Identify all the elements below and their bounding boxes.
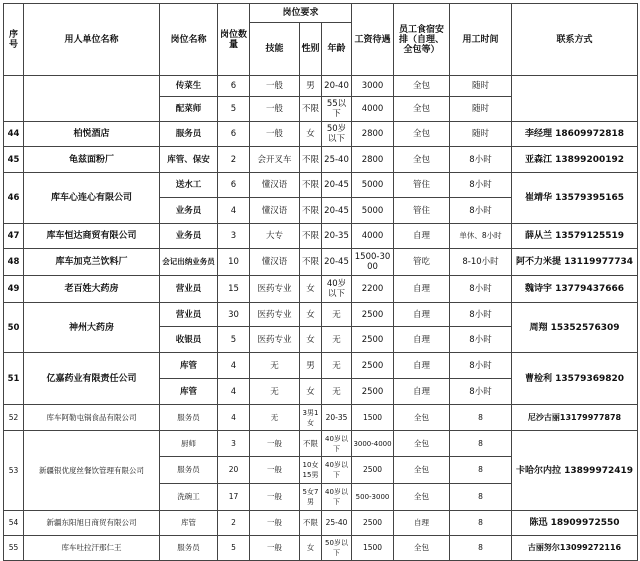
contact-cell: 卡哈尔内拉 13899972419 <box>512 431 638 511</box>
count-cell: 4 <box>218 379 250 405</box>
gender-cell: 3男1女 <box>300 405 322 431</box>
position-cell: 库管 <box>160 511 218 536</box>
table-row <box>4 276 638 303</box>
table-row <box>4 511 638 536</box>
age-cell: 55以下 <box>322 97 352 122</box>
salary-cell: 1500-3000 <box>352 249 394 276</box>
seq-cell: 44 <box>4 122 24 147</box>
count-cell: 3 <box>218 431 250 457</box>
board-cell: 全包 <box>394 431 450 457</box>
gender-cell: 男 <box>300 353 322 379</box>
board-cell: 自理 <box>394 276 450 303</box>
skill-cell: 一般 <box>250 536 300 561</box>
hours-cell: 8小时 <box>450 303 512 327</box>
header-age: 年龄 <box>322 23 352 76</box>
salary-cell: 2500 <box>352 327 394 353</box>
age-cell: 无 <box>322 379 352 405</box>
contact-cell: 周翔 15352576309 <box>512 303 638 353</box>
gender-cell: 男 <box>300 76 322 97</box>
board-cell: 全包 <box>394 97 450 122</box>
table-row <box>4 76 638 97</box>
header-board: 员工食宿安排（自理、全包等） <box>394 4 450 76</box>
skill-cell: 医药专业 <box>250 327 300 353</box>
salary-cell: 500-3000 <box>352 484 394 511</box>
employer-cell: 库车心连心有限公司 <box>24 173 160 224</box>
skill-cell: 懂汉语 <box>250 173 300 198</box>
board-cell: 自理 <box>394 353 450 379</box>
position-cell: 配菜师 <box>160 97 218 122</box>
salary-cell: 2500 <box>352 457 394 484</box>
position-cell: 服务员 <box>160 536 218 561</box>
count-cell: 2 <box>218 511 250 536</box>
seq-cell: 48 <box>4 249 24 276</box>
employer-cell: 库车吐拉汗那仁王 <box>24 536 160 561</box>
gender-cell: 5女7男 <box>300 484 322 511</box>
age-cell: 20-45 <box>322 198 352 224</box>
gender-cell: 女 <box>300 536 322 561</box>
age-cell: 无 <box>322 327 352 353</box>
salary-cell: 2200 <box>352 276 394 303</box>
seq-cell: 47 <box>4 224 24 249</box>
hours-cell: 随时 <box>450 122 512 147</box>
position-cell: 送水工 <box>160 173 218 198</box>
position-cell: 库管 <box>160 353 218 379</box>
board-cell: 自理 <box>394 379 450 405</box>
skill-cell: 无 <box>250 405 300 431</box>
hours-cell: 8-10小时 <box>450 249 512 276</box>
employer-cell: 亿嘉药业有限责任公司 <box>24 353 160 405</box>
salary-cell: 2500 <box>352 379 394 405</box>
table-row <box>4 147 638 173</box>
position-cell: 洗碗工 <box>160 484 218 511</box>
contact-cell: 古丽努尔13099272116 <box>512 536 638 561</box>
position-cell: 传菜生 <box>160 76 218 97</box>
board-cell: 全包 <box>394 147 450 173</box>
header-salary: 工资待遇 <box>352 4 394 76</box>
header-employer: 用人单位名称 <box>24 4 160 76</box>
age-cell: 40岁以下 <box>322 457 352 484</box>
position-cell: 库管 <box>160 379 218 405</box>
age-cell: 50岁以下 <box>322 536 352 561</box>
employer-cell: 库车阿勒屯锅食品有限公司 <box>24 405 160 431</box>
age-cell: 无 <box>322 353 352 379</box>
skill-cell: 一般 <box>250 484 300 511</box>
skill-cell: 一般 <box>250 97 300 122</box>
table-row <box>4 249 638 276</box>
position-cell: 收银员 <box>160 327 218 353</box>
count-cell: 17 <box>218 484 250 511</box>
salary-cell: 2500 <box>352 303 394 327</box>
table-row <box>4 173 638 198</box>
seq-cell: 46 <box>4 173 24 224</box>
age-cell: 20-40 <box>322 76 352 97</box>
count-cell: 2 <box>218 147 250 173</box>
gender-cell: 女 <box>300 122 322 147</box>
age-cell: 20-45 <box>322 173 352 198</box>
gender-cell: 不限 <box>300 147 322 173</box>
table-row <box>4 224 638 249</box>
board-cell: 自理 <box>394 511 450 536</box>
salary-cell: 2500 <box>352 353 394 379</box>
count-cell: 4 <box>218 405 250 431</box>
gender-cell: 不限 <box>300 198 322 224</box>
board-cell: 全包 <box>394 405 450 431</box>
count-cell: 20 <box>218 457 250 484</box>
salary-cell: 2500 <box>352 511 394 536</box>
gender-cell: 女 <box>300 276 322 303</box>
gender-cell: 10女15男 <box>300 457 322 484</box>
board-cell: 全包 <box>394 536 450 561</box>
count-cell: 5 <box>218 97 250 122</box>
position-cell: 营业员 <box>160 303 218 327</box>
employer-cell: 库车加克兰饮料厂 <box>24 249 160 276</box>
hours-cell: 8 <box>450 457 512 484</box>
position-cell: 服务员 <box>160 122 218 147</box>
count-cell: 5 <box>218 536 250 561</box>
board-cell: 全包 <box>394 76 450 97</box>
skill-cell: 一般 <box>250 511 300 536</box>
skill-cell: 无 <box>250 379 300 405</box>
count-cell: 5 <box>218 327 250 353</box>
age-cell: 50岁以下 <box>322 122 352 147</box>
gender-cell: 不限 <box>300 224 322 249</box>
seq-cell: 50 <box>4 303 24 353</box>
hours-cell: 8小时 <box>450 353 512 379</box>
gender-cell: 不限 <box>300 249 322 276</box>
count-cell: 6 <box>218 173 250 198</box>
age-cell: 25-40 <box>322 511 352 536</box>
table-row <box>4 431 638 457</box>
skill-cell: 懂汉语 <box>250 249 300 276</box>
skill-cell: 医药专业 <box>250 303 300 327</box>
gender-cell: 女 <box>300 303 322 327</box>
position-cell: 业务员 <box>160 224 218 249</box>
position-cell: 营业员 <box>160 276 218 303</box>
table-row <box>4 122 638 147</box>
employer-cell <box>24 76 160 122</box>
age-cell: 40岁以下 <box>322 484 352 511</box>
gender-cell: 不限 <box>300 173 322 198</box>
header-hours: 用工时间 <box>450 4 512 76</box>
contact-cell: 阿不力米提 13119977734 <box>512 249 638 276</box>
age-cell: 40岁以下 <box>322 431 352 457</box>
count-cell: 6 <box>218 76 250 97</box>
employer-cell: 龟兹面粉厂 <box>24 147 160 173</box>
contact-cell: 尼沙古丽13179977878 <box>512 405 638 431</box>
hours-cell: 8 <box>450 431 512 457</box>
skill-cell: 会开叉车 <box>250 147 300 173</box>
salary-cell: 4000 <box>352 97 394 122</box>
hours-cell: 8小时 <box>450 198 512 224</box>
salary-cell: 3000 <box>352 76 394 97</box>
contact-cell: 魏诗宇 13779437666 <box>512 276 638 303</box>
contact-cell: 薛从兰 13579125519 <box>512 224 638 249</box>
employer-cell: 神州大药房 <box>24 303 160 353</box>
contact-cell: 亚森江 13899200192 <box>512 147 638 173</box>
header-seq: 序号 <box>4 4 24 76</box>
hours-cell: 8小时 <box>450 379 512 405</box>
age-cell: 20-35 <box>322 405 352 431</box>
job-listing-sheet <box>3 3 637 561</box>
hours-cell: 8小时 <box>450 276 512 303</box>
position-cell: 会记出纳业务员 <box>160 249 218 276</box>
count-cell: 10 <box>218 249 250 276</box>
board-cell: 自理 <box>394 303 450 327</box>
gender-cell: 不限 <box>300 431 322 457</box>
header-count: 岗位数量 <box>218 4 250 76</box>
salary-cell: 2800 <box>352 122 394 147</box>
table-row <box>4 303 638 327</box>
age-cell: 无 <box>322 303 352 327</box>
gender-cell: 不限 <box>300 97 322 122</box>
salary-cell: 5000 <box>352 173 394 198</box>
board-cell: 自理 <box>394 327 450 353</box>
skill-cell: 一般 <box>250 431 300 457</box>
gender-cell: 女 <box>300 327 322 353</box>
hours-cell: 8小时 <box>450 173 512 198</box>
skill-cell: 一般 <box>250 76 300 97</box>
employer-cell: 新疆东阳旭日商贸有限公司 <box>24 511 160 536</box>
contact-cell: 李经理 18609972818 <box>512 122 638 147</box>
header-requirements: 岗位要求 <box>250 4 352 23</box>
employer-cell: 柏悦酒店 <box>24 122 160 147</box>
skill-cell: 无 <box>250 353 300 379</box>
header-position: 岗位名称 <box>160 4 218 76</box>
count-cell: 4 <box>218 198 250 224</box>
seq-cell: 55 <box>4 536 24 561</box>
board-cell: 管住 <box>394 173 450 198</box>
header-gender: 性别 <box>300 23 322 76</box>
board-cell: 管吃 <box>394 249 450 276</box>
board-cell: 全包 <box>394 457 450 484</box>
hours-cell: 8 <box>450 484 512 511</box>
position-cell: 库管、保安 <box>160 147 218 173</box>
job-listing-table <box>3 3 638 561</box>
age-cell: 25-40 <box>322 147 352 173</box>
header-contact: 联系方式 <box>512 4 638 76</box>
board-cell: 全包 <box>394 484 450 511</box>
table-row <box>4 353 638 379</box>
hours-cell: 随时 <box>450 97 512 122</box>
hours-cell: 8 <box>450 511 512 536</box>
salary-cell: 4000 <box>352 224 394 249</box>
gender-cell: 女 <box>300 379 322 405</box>
age-cell: 40岁以下 <box>322 276 352 303</box>
table-row <box>4 536 638 561</box>
employer-cell: 老百姓大药房 <box>24 276 160 303</box>
count-cell: 15 <box>218 276 250 303</box>
skill-cell: 医药专业 <box>250 276 300 303</box>
seq-cell: 49 <box>4 276 24 303</box>
seq-cell: 51 <box>4 353 24 405</box>
contact-cell <box>512 76 638 122</box>
contact-cell: 曹检利 13579369820 <box>512 353 638 405</box>
board-cell: 全包 <box>394 122 450 147</box>
count-cell: 3 <box>218 224 250 249</box>
board-cell: 自理 <box>394 224 450 249</box>
salary-cell: 1500 <box>352 536 394 561</box>
count-cell: 6 <box>218 122 250 147</box>
age-cell: 20-45 <box>322 249 352 276</box>
count-cell: 30 <box>218 303 250 327</box>
hours-cell: 单休、8小时 <box>450 224 512 249</box>
header-skill: 技能 <box>250 23 300 76</box>
table-header-row-1 <box>4 4 638 23</box>
skill-cell: 大专 <box>250 224 300 249</box>
contact-cell: 陈迅 18909972550 <box>512 511 638 536</box>
position-cell: 服务员 <box>160 405 218 431</box>
salary-cell: 5000 <box>352 198 394 224</box>
hours-cell: 8 <box>450 536 512 561</box>
table-row <box>4 405 638 431</box>
gender-cell: 不限 <box>300 511 322 536</box>
seq-cell: 53 <box>4 431 24 511</box>
position-cell: 厨师 <box>160 431 218 457</box>
hours-cell: 8 <box>450 405 512 431</box>
salary-cell: 2800 <box>352 147 394 173</box>
skill-cell: 懂汉语 <box>250 198 300 224</box>
seq-cell: 45 <box>4 147 24 173</box>
count-cell: 4 <box>218 353 250 379</box>
skill-cell: 一般 <box>250 122 300 147</box>
board-cell: 管住 <box>394 198 450 224</box>
seq-cell: 52 <box>4 405 24 431</box>
contact-cell: 崔靖华 13579395165 <box>512 173 638 224</box>
salary-cell: 1500 <box>352 405 394 431</box>
position-cell: 服务员 <box>160 457 218 484</box>
hours-cell: 8小时 <box>450 147 512 173</box>
hours-cell: 随时 <box>450 76 512 97</box>
seq-cell: 54 <box>4 511 24 536</box>
hours-cell: 8小时 <box>450 327 512 353</box>
employer-cell: 库车恒达商贸有限公司 <box>24 224 160 249</box>
employer-cell: 新疆银优度丝餐饮管理有限公司 <box>24 431 160 511</box>
position-cell: 业务员 <box>160 198 218 224</box>
skill-cell: 一般 <box>250 457 300 484</box>
salary-cell: 3000-4000 <box>352 431 394 457</box>
age-cell: 20-35 <box>322 224 352 249</box>
seq-cell <box>4 76 24 122</box>
